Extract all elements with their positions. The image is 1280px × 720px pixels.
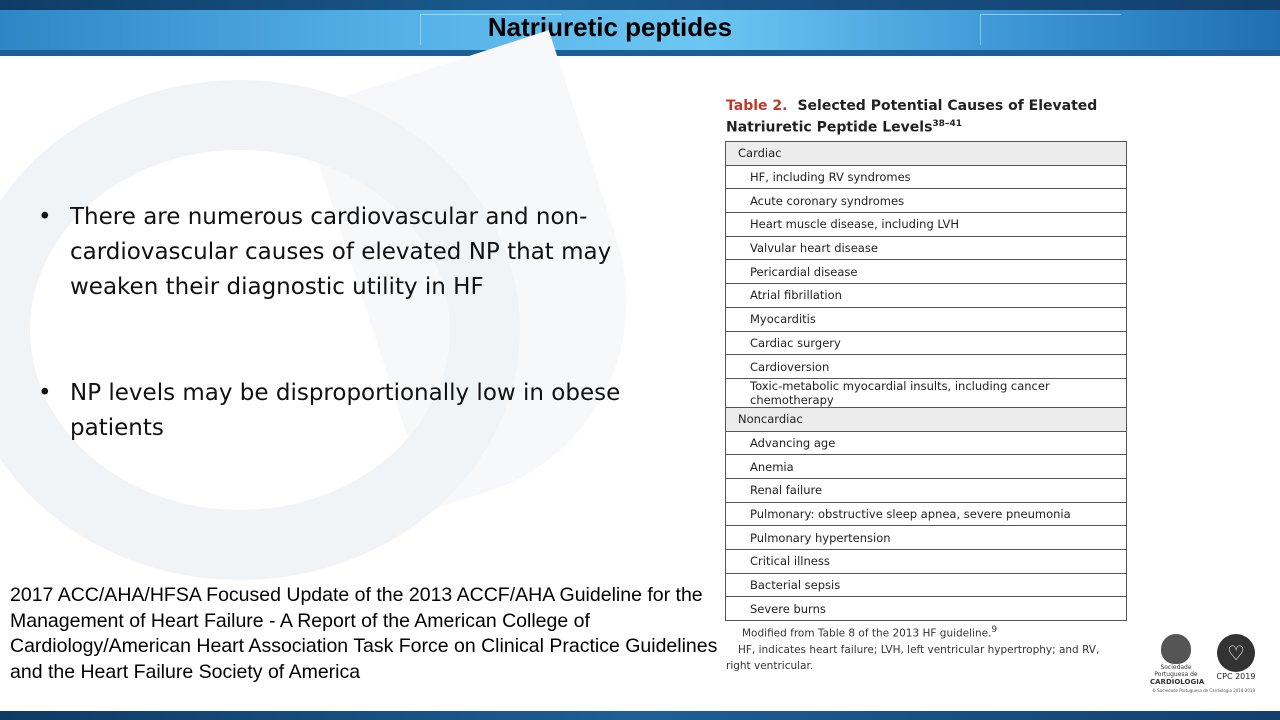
table-row [726, 378, 1127, 407]
society-logo [1150, 634, 1205, 686]
table-group-row [726, 142, 1127, 166]
table-row [726, 573, 1127, 597]
table-row [726, 331, 1127, 355]
table-title-refs: 38–41 [932, 119, 962, 129]
table-row [726, 478, 1127, 502]
table-row [726, 526, 1127, 550]
bullet-dot-icon: • [38, 380, 52, 406]
table-row [726, 597, 1127, 621]
table-cell: Pulmonary: obstructive sleep apnea, severe pneumonia [726, 502, 1127, 526]
bullet-item [38, 200, 638, 305]
table-cell: Myocarditis [726, 307, 1127, 331]
causes-table [725, 141, 1127, 621]
bullet-list [38, 200, 638, 517]
heart-outline-icon: ♡ [1217, 634, 1255, 672]
table-cell: Pericardial disease [726, 260, 1127, 284]
table-footnotes [726, 622, 1126, 674]
header-bottom-line [0, 50, 1280, 56]
table-row [726, 284, 1127, 308]
table-cell: HF, including RV syndromes [726, 165, 1127, 189]
table-group-row [726, 407, 1127, 431]
table-cell: Renal failure [726, 478, 1127, 502]
table-number: Table 2. [726, 98, 788, 114]
table-cell: Anemia [726, 455, 1127, 479]
table-cell: Valvular heart disease [726, 236, 1127, 260]
table-footnote-source: Modified from Table 8 of the 2013 HF guideline.$^9$ [742, 625, 998, 640]
footer-bar [0, 711, 1280, 720]
table-row [726, 307, 1127, 331]
table-cell: Acute coronary syndromes [726, 189, 1127, 213]
table-row [726, 431, 1127, 455]
society-tagline: Sociedade Portuguesa de [1154, 664, 1198, 678]
table-cell: Heart muscle disease, including LVH [726, 213, 1127, 237]
table-footnote-abbreviations: HF, indicates heart failure; LVH, left ventricular hypertrophy; and RV, right ventricular. [726, 643, 1100, 672]
table-group-label: Noncardiac [726, 407, 1127, 431]
table-cell: Toxic-metabolic myocardial insults, including cancer chemotherapy [726, 378, 1127, 407]
table-cell: Critical illness [726, 550, 1127, 574]
table-cell: Cardiac surgery [726, 331, 1127, 355]
table-title: Selected Potential Causes of Elevated Natriuretic Peptide Levels [726, 98, 1098, 136]
table-row [726, 550, 1127, 574]
bullet-dot-icon: • [38, 204, 52, 230]
table-cell: Atrial fibrillation [726, 284, 1127, 308]
table-row [726, 502, 1127, 526]
table-caption [726, 97, 1146, 137]
logo-credit: © Sociedade Portuguesa de Cardiologia 2018-2019 [1152, 688, 1256, 693]
table-row [726, 165, 1127, 189]
page-title: Natriuretic peptides [487, 12, 733, 42]
guideline-citation: 2017 ACC/AHA/HFSA Focused Update of the 2013 ACCF/AHA Guideline for the Management of Heart Failure - A Report of the American College of Cardiology/American Heart Association Task Force on Clinical Practice Guidelines and the Heart Failure Society of America [10, 584, 718, 683]
congress-name: CPC 2019 [1216, 672, 1256, 681]
table-row [726, 213, 1127, 237]
bullet-text: NP levels may be disproportionally low in obese patients [70, 380, 621, 441]
table-cell: Cardioversion [726, 355, 1127, 379]
heart-logo-icon [1161, 634, 1191, 664]
table-row [726, 260, 1127, 284]
table-row [726, 189, 1127, 213]
table-row [726, 355, 1127, 379]
table-cell: Bacterial sepsis [726, 573, 1127, 597]
table-group-label: Cardiac [726, 142, 1127, 166]
bullet-item [38, 376, 638, 446]
table-cell: Severe burns [726, 597, 1127, 621]
table-row [726, 236, 1127, 260]
bullet-text: There are numerous cardiovascular and non-cardiovascular causes of elevated NP that may weaken their diagnostic utility in HF [70, 204, 612, 300]
table-cell: Pulmonary hypertension [726, 526, 1127, 550]
header-banner [0, 0, 1280, 56]
table-cell: Advancing age [726, 431, 1127, 455]
header-top-strip [0, 0, 1280, 10]
society-name: CARDIOLOGIA [1150, 678, 1205, 686]
table-row [726, 455, 1127, 479]
congress-logo [1214, 634, 1258, 681]
